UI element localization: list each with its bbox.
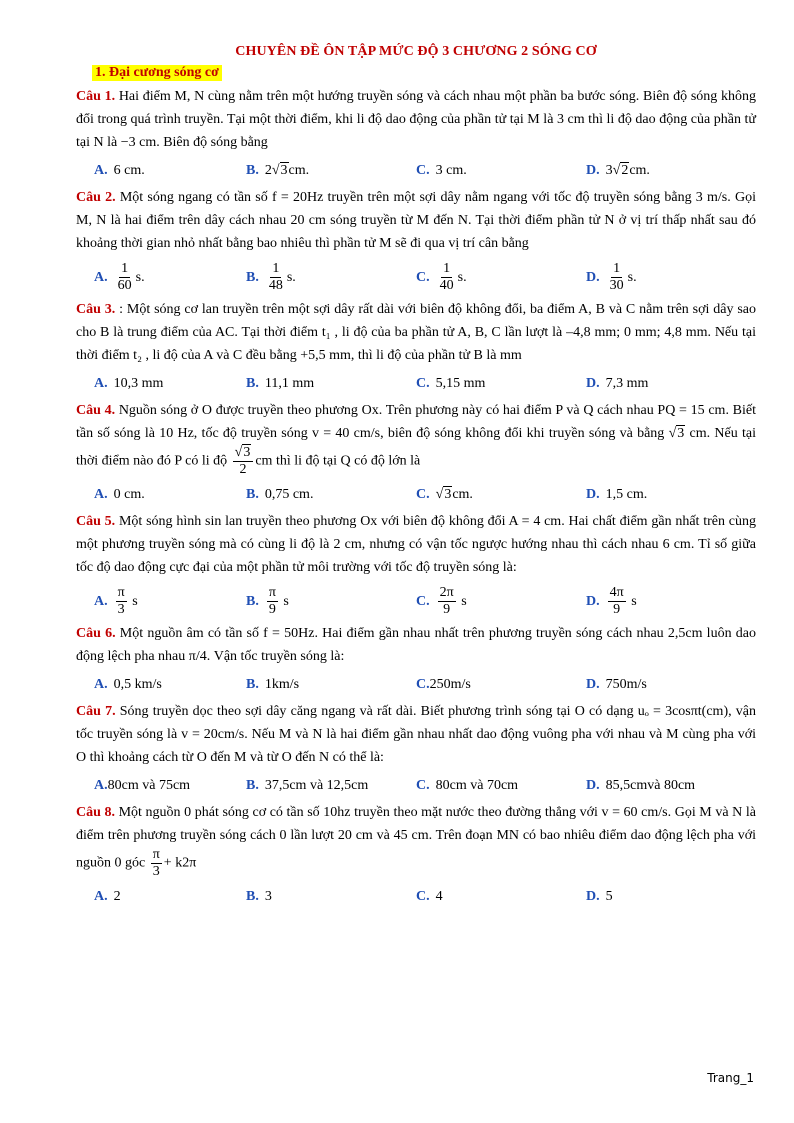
option-d[interactable]: D. 7,3 mm [586, 376, 649, 391]
question-1 [76, 85, 756, 154]
fraction: $\frac{\pi}{3}$ [117, 585, 125, 617]
option-c[interactable]: C. 3 cm. [416, 163, 467, 178]
option-c[interactable]: C. 4 [416, 889, 443, 904]
document-page [76, 44, 756, 912]
fraction: $\frac{1}{48}$ [268, 261, 283, 293]
answer-options [76, 373, 756, 395]
question-3 [76, 298, 756, 367]
question-label: Câu 2. [76, 190, 116, 205]
option-a[interactable]: A. 0,5 km/s [94, 677, 162, 692]
question-7 [76, 700, 756, 769]
question-label: Câu 3. [76, 302, 116, 317]
question-text: Hai điểm M, N cùng nằm trên một hướng truyền sóng và cách nhau một phần ba bước sóng. Biên độ sóng không đổi trong quá trình truyền. Tại một thời điểm, khi li độ dao động của phần tử tại M là 3 cm thì li độ dao động của phần tử tại N là −3 cm. Biên độ sóng bằng [76, 89, 756, 150]
answer-options [76, 775, 756, 797]
option-d[interactable]: D. $\frac{4\pi}{9}$ s [586, 585, 637, 617]
option-d[interactable]: D. 3 √2 cm. [586, 160, 756, 182]
answer-options [76, 484, 756, 506]
answer-options [76, 160, 756, 182]
question-label: Câu 7. [76, 704, 116, 719]
option-b[interactable]: B. $\frac{\pi}{9}$ s [246, 585, 289, 617]
option-a[interactable]: A. $\frac{1}{60}$ s. [94, 261, 145, 293]
option-c[interactable]: C. $\frac{2\pi}{9}$ s [416, 585, 467, 617]
section-heading: 1. Đại cương sóng cơ [92, 65, 222, 81]
option-b[interactable]: B. 1km/s [246, 677, 300, 692]
option-c[interactable]: C. √3 cm. [416, 484, 586, 506]
question-text: Một sóng ngang có tần số f = 20Hz truyền trên một sợi dây nằm ngang với tốc độ truyền sóng bằng 3 m/s. Gọi M, N là hai điểm trên dây cách nhau 20 cm sóng truyền từ M đến N. Tại thời điểm phần tử N ở vị trí thấp nhất sau đó khoảng thời gian nhỏ nhất bằng bao nhiêu thì phần tử M sẽ đi qua vị trí cân bằng [76, 190, 756, 251]
question-text: : Một sóng cơ lan truyền trên một sợi dây rất dài với biên độ không đổi, ba điểm A, B và C nằm trên sợi dây sao cho B là trung điểm của AC. Tại thời điểm t₁ , li độ của ba phần tử A, B, C lần lượt là –4,8 mm; 0 mm; 4,8 mm. Nếu tại thời điểm t₂ , li độ của A và C đều bằng +5,5 mm, thì li độ của phần tử B là mm [76, 302, 756, 363]
option-a[interactable]: A. 0 cm. [94, 487, 145, 502]
sqrt-expression: √2 [612, 163, 629, 178]
option-b[interactable]: B. 3 [246, 889, 272, 904]
option-d[interactable]: D. 5 [586, 889, 613, 904]
fraction: $\frac{2\pi}{9}$ [439, 585, 454, 617]
fraction: $\frac{\pi}{9}$ [268, 585, 276, 617]
answer-options [76, 261, 756, 294]
answer-options [76, 585, 756, 618]
option-c[interactable]: C. $\frac{1}{40}$ s. [416, 261, 467, 293]
option-b[interactable]: B. 37,5cm và 12,5cm [246, 778, 369, 793]
question-label: Câu 4. [76, 403, 116, 418]
document-title: CHUYÊN ĐỀ ÔN TẬP MỨC ĐỘ 3 CHƯƠNG 2 SÓNG CƠ [235, 44, 597, 59]
fraction: $\frac{√3}{2}$ [233, 445, 254, 478]
option-b[interactable]: B. 11,1 mm [246, 376, 315, 391]
question-text: Một nguồn âm có tần số f = 50Hz. Hai điểm gần nhau nhất trên phương truyền sóng cách nhau 2,5cm luôn dao động lệch pha nhau π/4. Vận tốc truyền sóng là: [76, 626, 756, 664]
option-c[interactable]: C. 5,15 mm [416, 376, 486, 391]
page-footer: Trang_1 [707, 1071, 754, 1085]
question-text: Nguồn sóng ở O được truyền theo phương Ox. Trên phương này có hai điểm P và Q cách nhau PQ = 15 cm. Biết tần số sóng là 10 Hz, tốc độ truyền sóng v = 40 cm/s, biên độ sóng không đổi khi truyền sóng và bằng [76, 403, 756, 441]
option-a[interactable]: A. 10,3 mm [94, 376, 164, 391]
question-text: Một sóng hình sin lan truyền theo phương Ox với biên độ không đổi A = 4 cm. Hai chất điểm gần nhất trên cùng một phương truyền sóng mà có cùng li độ là 2 cm, nhưng có vận tốc ngược hướng nhau thì cách nhau 6 cm. Tỉ số giữa tốc độ dao động cực đại của một phần tử môi trường với tốc độ truyền sóng là: [76, 514, 756, 575]
option-a[interactable]: A. $\frac{\pi}{3}$ s [94, 585, 138, 617]
question-label: Câu 8. [76, 805, 115, 820]
question-6 [76, 622, 756, 668]
option-d[interactable]: D. 1,5 cm. [586, 487, 648, 502]
fraction: $\frac{1}{30}$ [609, 261, 624, 293]
question-text: Một nguồn 0 phát sóng cơ có tần số 10hz truyền theo mặt nước theo đường thẳng với v = 60 cm/s. Gọi M và N là điểm trên phương truyền sóng cách 0 lần lượt 20 cm và 45 cm. Trên đoạn MN có bao nhiêu điểm dao động lệch pha với nguồn 0 góc [76, 805, 756, 871]
sqrt-expression: √3 [271, 163, 288, 178]
fraction: $\frac{1}{40}$ [439, 261, 454, 293]
option-d[interactable]: D. 85,5cmvà 80cm [586, 778, 696, 793]
fraction: $\frac{1}{60}$ [117, 261, 132, 293]
answer-options [76, 886, 756, 908]
question-5 [76, 510, 756, 579]
option-a[interactable]: A. 6 cm. [94, 163, 145, 178]
answer-options [76, 674, 756, 696]
question-8: Câu 8. Một nguồn 0 phát sóng cơ có tần số 10hz truyền theo mặt nước theo đường thẳng với v = 60 cm/s. Gọi M và N là điểm trên phương truyền sóng cách 0 lần lượt 20 cm và 45 cm. Trên đoạn MN có bao nhiêu điểm dao động lệch pha với nguồn 0 góc $\frac{\pi}{3}$ + k2π [76, 805, 756, 879]
question-label: Câu 6. [76, 626, 116, 641]
option-b[interactable]: B. $\frac{1}{48}$ s. [246, 261, 296, 293]
option-d[interactable]: D. $\frac{1}{30}$ s. [586, 261, 637, 293]
option-b[interactable]: B. 0,75 cm. [246, 487, 314, 502]
option-a[interactable]: A. 80cm và 75cm [94, 778, 191, 793]
question-label: Câu 5. [76, 514, 116, 529]
fraction: $\frac{4\pi}{9}$ [609, 585, 624, 617]
question-label: Câu 1. [76, 89, 116, 104]
option-b[interactable]: B. 2 √3 cm. [246, 160, 416, 182]
option-a[interactable]: A. 2 [94, 889, 121, 904]
option-c[interactable]: C. 250m/s [416, 677, 471, 692]
question-text: Sóng truyền dọc theo sợi dây căng ngang và rất dài. Biết phương trình sóng tại O có dạng uₒ = 3cosπt(cm), vận tốc truyền sóng là v = 20cm/s. Nếu M và N là hai điểm gần nhau nhất dao động vuông pha với nhau và M cùng pha với O thì khoảng cách từ O đến M và từ O đến N có thể là: [76, 704, 756, 765]
option-c[interactable]: C. 80cm và 70cm [416, 778, 519, 793]
fraction: $\frac{\pi}{3}$ [152, 847, 160, 879]
option-d[interactable]: D. 750m/s [586, 677, 647, 692]
question-4: Câu 4. Nguồn sóng ở O được truyền theo phương Ox. Trên phương này có hai điểm P và Q cách nhau PQ = 15 cm. Biết tần số sóng là 10 Hz, tốc độ truyền sóng v = 40 cm/s, biên độ sóng không đổi khi truyền sóng và bằng √3 cm. Nếu tại thời điểm nào đó P có li độ $\frac{√3}{2}$ cm thì li độ tại Q có độ lớn là [76, 403, 757, 477]
sqrt-expression: √3 [435, 487, 452, 502]
question-2 [76, 186, 756, 255]
sqrt-expression: √3 [668, 426, 685, 441]
